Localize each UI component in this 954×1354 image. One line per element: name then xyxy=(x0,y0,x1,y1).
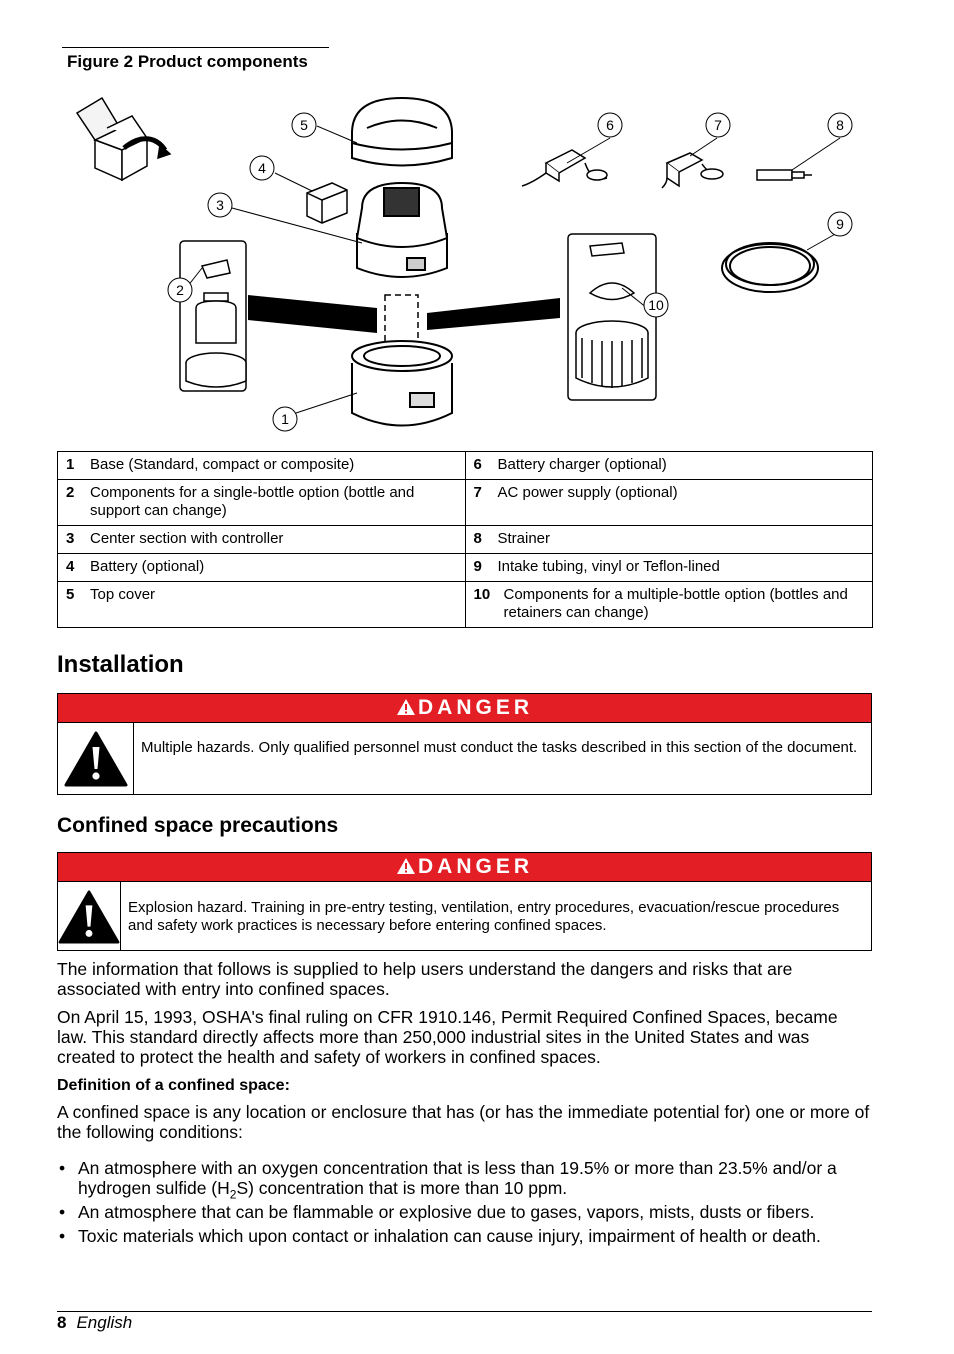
top-cover-drawing xyxy=(352,98,452,166)
legend-cell: 3 Center section with controller xyxy=(58,526,466,554)
callout-circles xyxy=(168,113,852,431)
callout-leaders xyxy=(180,126,840,413)
callout-10: 10 xyxy=(648,297,664,313)
callout-6: 6 xyxy=(606,117,614,133)
legend-cell: 6 Battery charger (optional) xyxy=(465,452,873,480)
components-legend-table xyxy=(57,451,873,628)
installation-heading: Installation xyxy=(57,651,184,678)
callout-4: 4 xyxy=(258,160,266,176)
battery-charger-drawing xyxy=(522,150,607,186)
definition-paragraph: A confined space is any location or enclosure that has (or has the immediate potential for) one or more of the following conditions: xyxy=(57,1102,870,1142)
product-components-figure xyxy=(62,88,872,438)
danger-message: Explosion hazard. Training in pre-entry testing, ventilation, entry procedures, evacuation/rescue procedures and safety work practices is necessary before entering confined spaces. xyxy=(128,899,840,934)
osha-paragraph: On April 15, 1993, OSHA's final ruling on CFR 1910.146, Permit Required Confined Spaces, became law. This standard directly affects more than 250,000 industrial sites in the United States and was created to protect the health and safety of workers in confined spaces. xyxy=(57,1007,838,1067)
base-drawing xyxy=(352,341,452,426)
single-bottle-panel xyxy=(180,241,246,391)
right-beam xyxy=(427,298,560,330)
legend-cell: 7 AC power supply (optional) xyxy=(465,480,873,526)
warning-triangle-icon xyxy=(396,698,416,716)
callout-8: 8 xyxy=(836,117,844,133)
table-row xyxy=(58,554,873,582)
legend-cell: 2 Components for a single-bottle option (bottle and support can change) xyxy=(58,480,466,526)
table-row xyxy=(58,526,873,554)
danger-banner xyxy=(58,853,871,882)
legend-cell: 10 Components for a multiple-bottle option (bottles and retainers can change) xyxy=(465,582,873,628)
page-number: 8 xyxy=(57,1313,67,1332)
intake-tubing-drawing xyxy=(722,243,818,292)
figure-caption: Figure 2 Product components xyxy=(67,52,308,71)
strainer-drawing xyxy=(757,170,812,180)
footer-language: English xyxy=(76,1313,133,1332)
confined-space-heading: Confined space precautions xyxy=(57,814,339,837)
callout-1: 1 xyxy=(281,411,289,427)
center-section-drawing xyxy=(357,183,447,277)
danger-banner xyxy=(58,694,871,723)
figure-rule xyxy=(62,47,329,48)
table-row xyxy=(58,452,873,480)
page-footer xyxy=(57,1313,132,1333)
list-item: • An atmosphere that can be flammable or explosive due to gases, vapors, mists, dusts or fibers. xyxy=(57,1202,872,1222)
confined-danger-box xyxy=(57,852,872,951)
callout-2: 2 xyxy=(176,282,184,298)
legend-cell: 1 Base (Standard, compact or composite) xyxy=(58,452,466,480)
multi-bottle-panel xyxy=(568,234,656,400)
list-item: • An atmosphere with an oxygen concentration that is less than 19.5% or more than 23.5% and/or a hydrogen sulfide $(H_2S)$ concentration that is more than 10 ppm. xyxy=(57,1158,872,1198)
legend-cell: 9 Intake tubing, vinyl or Teflon-lined xyxy=(465,554,873,582)
danger-label: DANGER xyxy=(417,696,533,719)
list-item: • Toxic materials which upon contact or inhalation can cause injury, impairment of health or death. xyxy=(57,1226,872,1246)
definition-heading: Definition of a confined space: xyxy=(57,1077,290,1094)
danger-label: DANGER xyxy=(417,855,533,878)
callout-9: 9 xyxy=(836,216,844,232)
shipping-box-icon xyxy=(77,98,170,180)
intro-paragraph: The information that follows is supplied to help users understand the dangers and risks that are associated with entry into confined spaces. xyxy=(57,959,793,999)
legend-cell: 4 Battery (optional) xyxy=(58,554,466,582)
conditions-list xyxy=(57,1158,872,1250)
warning-triangle-icon xyxy=(396,857,416,875)
table-row xyxy=(58,480,873,526)
left-beam xyxy=(248,295,377,333)
callout-7: 7 xyxy=(714,117,722,133)
callout-5: 5 xyxy=(300,117,308,133)
table-row xyxy=(58,582,873,628)
installation-danger-box xyxy=(57,693,872,795)
footer-rule xyxy=(57,1311,872,1312)
hazard-icon xyxy=(58,882,121,951)
ac-power-supply-drawing xyxy=(662,153,723,188)
hazard-icon xyxy=(58,723,134,795)
callout-3: 3 xyxy=(216,197,224,213)
danger-message: Multiple hazards. Only qualified personnel must conduct the tasks described in this section of the document. xyxy=(141,739,858,756)
legend-cell: 8 Strainer xyxy=(465,526,873,554)
legend-cell: 5 Top cover xyxy=(58,582,466,628)
battery-drawing xyxy=(307,183,347,223)
